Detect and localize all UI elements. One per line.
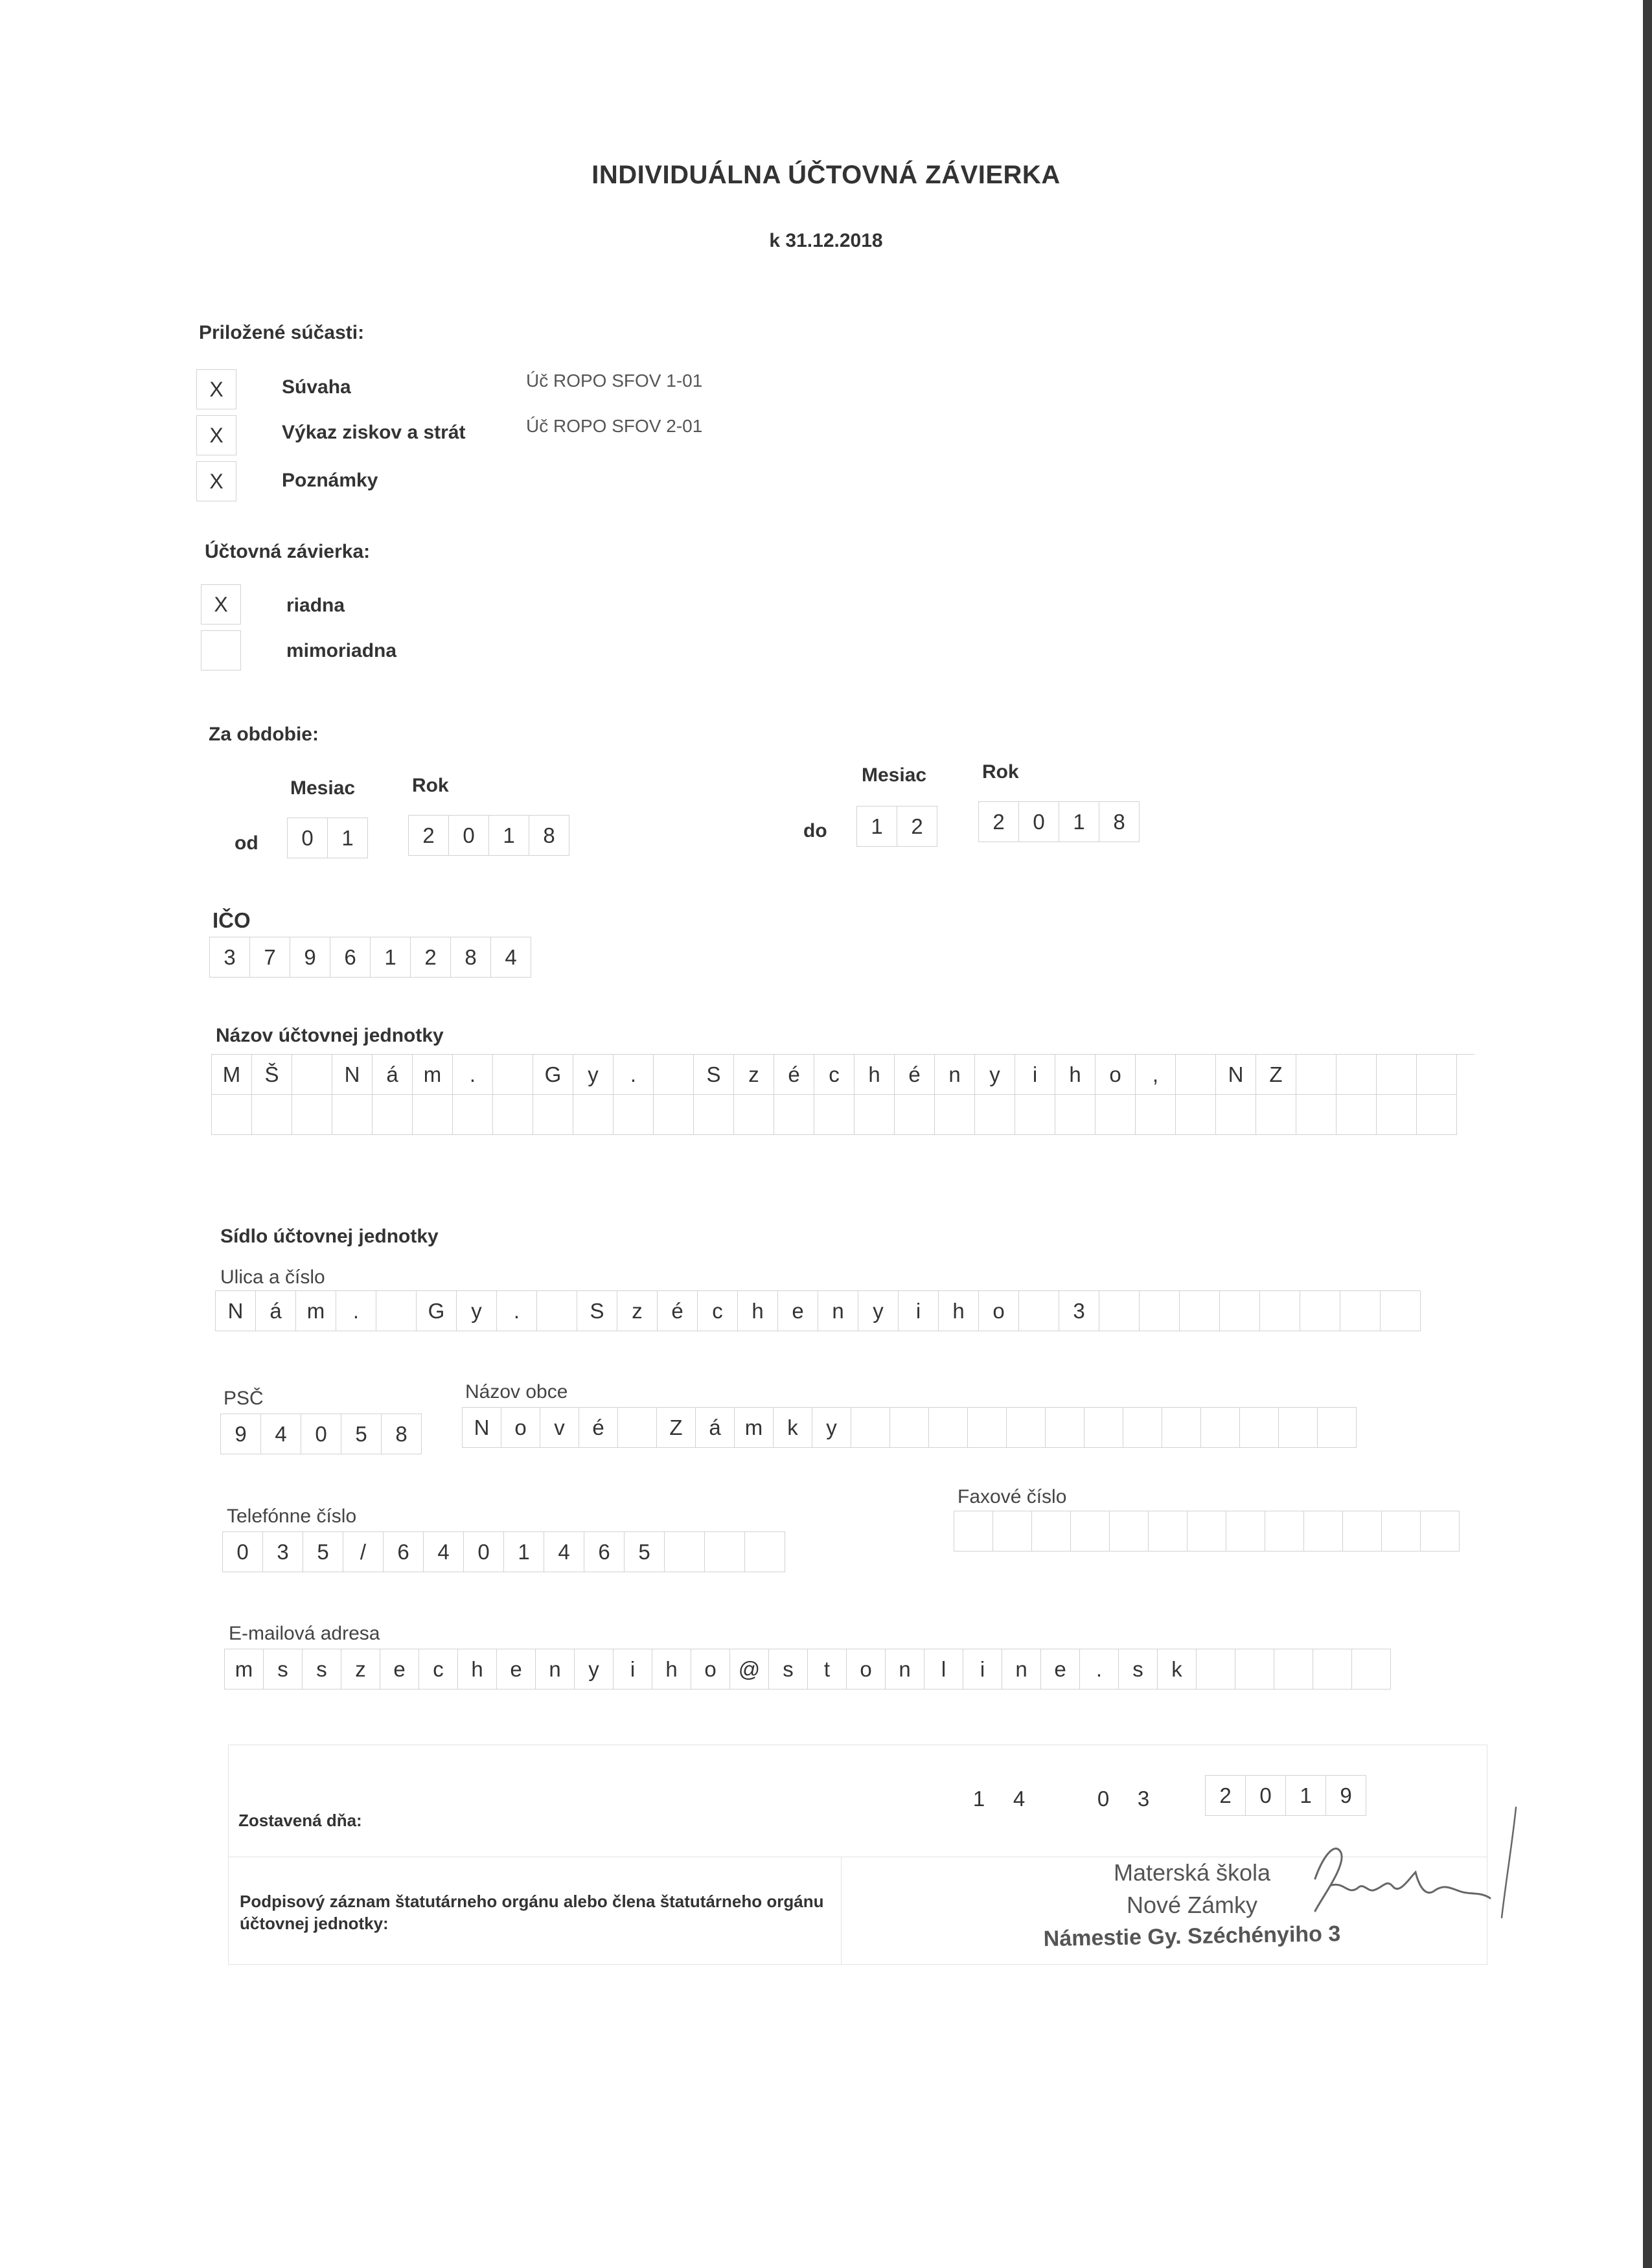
char-cell bbox=[1136, 1095, 1176, 1135]
char-cell bbox=[1296, 1095, 1337, 1135]
char-cell bbox=[694, 1095, 734, 1135]
char-cell: 6 bbox=[384, 1532, 424, 1572]
char-cell: h bbox=[1055, 1055, 1096, 1095]
zip-label: PSČ bbox=[224, 1388, 264, 1409]
char-cell: 3 bbox=[263, 1532, 303, 1572]
char-cell: z bbox=[341, 1649, 380, 1690]
char-cell: G bbox=[533, 1055, 573, 1095]
char-cell: h bbox=[738, 1291, 778, 1331]
char-cell bbox=[1235, 1649, 1274, 1690]
attachment-checkbox-poznamky[interactable]: X bbox=[196, 461, 236, 501]
char-cell: n bbox=[935, 1055, 975, 1095]
address-heading: Sídlo účtovnej jednotky bbox=[220, 1226, 439, 1247]
attachment-label-suvaha: Súvaha bbox=[282, 376, 351, 398]
char-cell bbox=[1015, 1095, 1055, 1135]
char-cell: N bbox=[332, 1055, 373, 1095]
char-cell bbox=[537, 1291, 577, 1331]
char-cell bbox=[1274, 1649, 1313, 1690]
char-cell: Z bbox=[1256, 1055, 1296, 1095]
char-cell bbox=[413, 1095, 453, 1135]
char-cell bbox=[1140, 1291, 1180, 1331]
char-cell bbox=[292, 1095, 332, 1135]
char-cell bbox=[573, 1095, 614, 1135]
char-cell: n bbox=[886, 1649, 924, 1690]
char-cell: é bbox=[658, 1291, 698, 1331]
unit-name-row-2 bbox=[211, 1095, 1474, 1135]
city-label: Názov obce bbox=[465, 1381, 568, 1403]
char-cell bbox=[376, 1291, 417, 1331]
char-cell: S bbox=[694, 1055, 734, 1095]
statement-label-riadna: riadna bbox=[286, 595, 345, 616]
char-cell bbox=[1279, 1408, 1318, 1448]
char-cell bbox=[1019, 1291, 1059, 1331]
char-cell bbox=[1296, 1055, 1337, 1095]
phone-label: Telefónne číslo bbox=[227, 1506, 357, 1527]
char-cell bbox=[614, 1095, 654, 1135]
stamp-line-3: Námestie Gy. Széchényiho 3 bbox=[1043, 1921, 1341, 1951]
char-cell: i bbox=[899, 1291, 939, 1331]
ico-field[interactable] bbox=[209, 937, 531, 978]
char-cell: 7 bbox=[250, 937, 290, 978]
char-cell bbox=[929, 1408, 968, 1448]
char-cell: k bbox=[1158, 1649, 1197, 1690]
char-cell: y bbox=[573, 1055, 614, 1095]
fax-cells bbox=[954, 1511, 1460, 1552]
char-cell bbox=[1256, 1095, 1296, 1135]
compiled-label: Zostavená dňa: bbox=[238, 1811, 362, 1830]
char-cell bbox=[212, 1095, 252, 1135]
char-cell bbox=[1337, 1095, 1377, 1135]
char-cell bbox=[1417, 1095, 1457, 1135]
char-cell: é bbox=[774, 1055, 814, 1095]
statement-checkbox-riadna[interactable]: X bbox=[201, 584, 241, 624]
char-cell: z bbox=[734, 1055, 774, 1095]
char-cell bbox=[1260, 1291, 1300, 1331]
char-cell: 1 bbox=[972, 1787, 985, 1811]
period-from-month-label: Mesiac bbox=[290, 777, 356, 799]
char-cell bbox=[890, 1408, 929, 1448]
char-cell: v bbox=[540, 1408, 579, 1448]
char-cell: 9 bbox=[221, 1414, 261, 1454]
statement-type-heading: Účtovná závierka: bbox=[205, 541, 371, 562]
char-cell: c bbox=[814, 1055, 855, 1095]
char-cell: 8 bbox=[451, 937, 491, 978]
char-cell: 2 bbox=[411, 937, 451, 978]
period-to-month-label: Mesiac bbox=[862, 764, 927, 786]
char-cell bbox=[654, 1095, 694, 1135]
char-cell: . bbox=[497, 1291, 537, 1331]
statement-checkbox-mimoriadna[interactable] bbox=[201, 630, 241, 670]
char-cell: 2 bbox=[409, 816, 449, 856]
statement-label-mimoriadna: mimoriadna bbox=[286, 640, 397, 661]
scan-edge bbox=[1643, 0, 1652, 2268]
signature-column-divider bbox=[841, 1857, 842, 1965]
char-cell: z bbox=[617, 1291, 658, 1331]
char-cell: h bbox=[458, 1649, 497, 1690]
char-cell: y bbox=[575, 1649, 614, 1690]
char-cell: 0 bbox=[301, 1414, 341, 1454]
char-cell: h bbox=[652, 1649, 691, 1690]
char-cell: 5 bbox=[341, 1414, 382, 1454]
char-cell: m bbox=[296, 1291, 336, 1331]
char-cell bbox=[1201, 1408, 1240, 1448]
unit-name-row-1 bbox=[211, 1054, 1474, 1095]
char-cell: 0 bbox=[1019, 802, 1059, 842]
char-cell: N bbox=[216, 1291, 256, 1331]
char-cell bbox=[1099, 1291, 1140, 1331]
document-date: k 31.12.2018 bbox=[769, 230, 883, 251]
city-field[interactable] bbox=[462, 1407, 1357, 1448]
char-cell: 0 bbox=[449, 816, 489, 856]
char-cell: y bbox=[858, 1291, 899, 1331]
char-cell bbox=[1007, 1408, 1046, 1448]
char-cell bbox=[1382, 1511, 1421, 1552]
char-cell bbox=[851, 1408, 890, 1448]
char-cell: 9 bbox=[1326, 1776, 1366, 1816]
period-to-year-field[interactable] bbox=[978, 801, 1140, 842]
char-cell bbox=[1300, 1291, 1340, 1331]
phone-field[interactable] bbox=[222, 1531, 785, 1572]
street-cells bbox=[215, 1290, 1421, 1331]
char-cell bbox=[292, 1055, 332, 1095]
city-cells bbox=[462, 1407, 1357, 1448]
char-cell: 4 bbox=[544, 1532, 584, 1572]
char-cell: o bbox=[1096, 1055, 1136, 1095]
char-cell: 6 bbox=[584, 1532, 625, 1572]
char-cell: á bbox=[696, 1408, 735, 1448]
char-cell bbox=[1343, 1511, 1382, 1552]
char-cell bbox=[1084, 1408, 1123, 1448]
fax-label: Faxové číslo bbox=[958, 1486, 1067, 1507]
char-cell bbox=[1123, 1408, 1162, 1448]
attachment-code-suvaha: Úč ROPO SFOV 1-01 bbox=[526, 371, 703, 391]
char-cell: / bbox=[343, 1532, 384, 1572]
period-to-month-field[interactable] bbox=[856, 806, 937, 847]
char-cell bbox=[1187, 1511, 1226, 1552]
stamp-line-2: Nové Zámky bbox=[1126, 1892, 1258, 1918]
attachment-code-vykaz: Úč ROPO SFOV 2-01 bbox=[526, 416, 703, 436]
char-cell: 8 bbox=[1099, 802, 1140, 842]
char-cell: h bbox=[939, 1291, 979, 1331]
char-cell: 4 bbox=[1013, 1787, 1026, 1811]
char-cell bbox=[1304, 1511, 1343, 1552]
char-cell bbox=[1220, 1291, 1260, 1331]
period-from-year-field[interactable] bbox=[408, 815, 569, 856]
char-cell: y bbox=[457, 1291, 497, 1331]
char-cell bbox=[1055, 1095, 1096, 1135]
char-cell: 1 bbox=[1286, 1776, 1326, 1816]
char-cell: o bbox=[979, 1291, 1019, 1331]
char-cell: á bbox=[373, 1055, 413, 1095]
char-cell bbox=[705, 1532, 745, 1572]
char-cell: o bbox=[691, 1649, 730, 1690]
char-cell: i bbox=[1015, 1055, 1055, 1095]
char-cell: , bbox=[1136, 1055, 1176, 1095]
char-cell: 1 bbox=[1059, 802, 1099, 842]
char-cell bbox=[734, 1095, 774, 1135]
period-to-label: do bbox=[803, 820, 827, 842]
char-cell bbox=[1149, 1511, 1187, 1552]
email-cells bbox=[224, 1649, 1391, 1690]
char-cell: 5 bbox=[625, 1532, 665, 1572]
char-cell bbox=[1421, 1511, 1460, 1552]
char-cell bbox=[1110, 1511, 1149, 1552]
attachments-heading: Priložené súčasti: bbox=[199, 322, 365, 343]
handwritten-signature bbox=[1296, 1801, 1529, 1950]
char-cell bbox=[493, 1095, 533, 1135]
char-cell bbox=[1032, 1511, 1071, 1552]
char-cell: y bbox=[812, 1408, 851, 1448]
char-cell: o bbox=[847, 1649, 886, 1690]
phone-cells bbox=[222, 1531, 785, 1572]
char-cell bbox=[1352, 1649, 1391, 1690]
attachment-checkbox-vykaz[interactable]: X bbox=[196, 415, 236, 455]
char-cell bbox=[453, 1095, 493, 1135]
fax-field[interactable] bbox=[954, 1511, 1460, 1552]
char-cell bbox=[745, 1532, 785, 1572]
char-cell: m bbox=[413, 1055, 453, 1095]
char-cell: @ bbox=[730, 1649, 769, 1690]
char-cell: h bbox=[855, 1055, 895, 1095]
char-cell: y bbox=[975, 1055, 1015, 1095]
char-cell bbox=[895, 1095, 935, 1135]
char-cell: 1 bbox=[489, 816, 529, 856]
char-cell: n bbox=[1002, 1649, 1041, 1690]
char-cell: 5 bbox=[303, 1532, 343, 1572]
char-cell bbox=[1176, 1055, 1216, 1095]
char-cell: n bbox=[818, 1291, 858, 1331]
unit-name-label: Názov účtovnej jednotky bbox=[216, 1025, 444, 1046]
char-cell: 3 bbox=[210, 937, 250, 978]
period-from-label: od bbox=[235, 832, 258, 854]
unit-name-field[interactable] bbox=[211, 1054, 1474, 1135]
char-cell: n bbox=[536, 1649, 575, 1690]
char-cell: i bbox=[963, 1649, 1002, 1690]
char-cell: . bbox=[453, 1055, 493, 1095]
ico-label: IČO bbox=[212, 908, 251, 932]
char-cell bbox=[1071, 1511, 1110, 1552]
document-title: INDIVIDUÁLNA ÚČTOVNÁ ZÁVIERKA bbox=[591, 161, 1061, 189]
char-cell bbox=[1180, 1291, 1220, 1331]
char-cell bbox=[1216, 1095, 1256, 1135]
char-cell bbox=[1318, 1408, 1357, 1448]
char-cell: s bbox=[264, 1649, 303, 1690]
char-cell: á bbox=[256, 1291, 296, 1331]
char-cell: e bbox=[380, 1649, 419, 1690]
char-cell: Z bbox=[657, 1408, 696, 1448]
char-cell bbox=[1162, 1408, 1201, 1448]
char-cell bbox=[855, 1095, 895, 1135]
char-cell: o bbox=[501, 1408, 540, 1448]
char-cell: S bbox=[577, 1291, 617, 1331]
char-cell: s bbox=[1119, 1649, 1158, 1690]
char-cell: c bbox=[698, 1291, 738, 1331]
char-cell: 0 bbox=[288, 818, 328, 858]
char-cell bbox=[1381, 1291, 1421, 1331]
char-cell: 0 bbox=[464, 1532, 504, 1572]
char-cell bbox=[968, 1408, 1007, 1448]
char-cell bbox=[1417, 1055, 1457, 1095]
period-heading: Za obdobie: bbox=[209, 724, 319, 745]
char-cell: k bbox=[774, 1408, 812, 1448]
period-from-month-field[interactable] bbox=[287, 818, 368, 858]
char-cell: . bbox=[1080, 1649, 1119, 1690]
zip-field[interactable] bbox=[220, 1414, 422, 1454]
char-cell: m bbox=[225, 1649, 264, 1690]
char-cell: G bbox=[417, 1291, 457, 1331]
char-cell: . bbox=[614, 1055, 654, 1095]
char-cell: N bbox=[463, 1408, 501, 1448]
compiled-day-field[interactable] bbox=[959, 1779, 1039, 1819]
char-cell: 4 bbox=[261, 1414, 301, 1454]
char-cell bbox=[1096, 1095, 1136, 1135]
char-cell: 3 bbox=[1059, 1291, 1099, 1331]
char-cell: 4 bbox=[424, 1532, 464, 1572]
char-cell: 8 bbox=[529, 816, 569, 856]
char-cell: 0 bbox=[223, 1532, 263, 1572]
char-cell bbox=[993, 1511, 1032, 1552]
email-label: E-mailová adresa bbox=[229, 1623, 380, 1644]
char-cell bbox=[1046, 1408, 1084, 1448]
char-cell: 0 bbox=[1097, 1787, 1110, 1811]
period-to-year-label: Rok bbox=[982, 761, 1019, 783]
period-from-year-label: Rok bbox=[412, 775, 449, 796]
char-cell bbox=[774, 1095, 814, 1135]
char-cell bbox=[1313, 1649, 1352, 1690]
char-cell bbox=[1176, 1095, 1216, 1135]
char-cell: 1 bbox=[857, 807, 897, 847]
char-cell bbox=[1377, 1095, 1417, 1135]
char-cell: Š bbox=[252, 1055, 292, 1095]
char-cell: . bbox=[336, 1291, 376, 1331]
char-cell bbox=[618, 1408, 657, 1448]
char-cell bbox=[665, 1532, 705, 1572]
char-cell bbox=[1340, 1291, 1381, 1331]
attachment-label-vykaz: Výkaz ziskov a strát bbox=[282, 422, 466, 443]
char-cell: e bbox=[778, 1291, 818, 1331]
char-cell: 6 bbox=[330, 937, 371, 978]
char-cell: 4 bbox=[491, 937, 531, 978]
char-cell bbox=[252, 1095, 292, 1135]
char-cell bbox=[1226, 1511, 1265, 1552]
char-cell: e bbox=[1041, 1649, 1080, 1690]
char-cell: 2 bbox=[897, 807, 937, 847]
char-cell: N bbox=[1216, 1055, 1256, 1095]
sign-label-line-2: účtovnej jednotky: bbox=[240, 1914, 389, 1933]
char-cell bbox=[814, 1095, 855, 1135]
street-label: Ulica a číslo bbox=[220, 1266, 325, 1288]
char-cell bbox=[373, 1095, 413, 1135]
char-cell bbox=[1265, 1511, 1304, 1552]
char-cell bbox=[935, 1095, 975, 1135]
char-cell: s bbox=[769, 1649, 808, 1690]
char-cell: i bbox=[614, 1649, 652, 1690]
char-cell: 8 bbox=[382, 1414, 422, 1454]
char-cell: l bbox=[924, 1649, 963, 1690]
compiled-month-field[interactable] bbox=[1083, 1779, 1164, 1819]
attachment-label-poznamky: Poznámky bbox=[282, 470, 378, 491]
street-field[interactable] bbox=[215, 1290, 1421, 1331]
char-cell bbox=[1337, 1055, 1377, 1095]
char-cell: t bbox=[808, 1649, 847, 1690]
char-cell bbox=[1377, 1055, 1417, 1095]
char-cell: c bbox=[419, 1649, 458, 1690]
stamp-line-1: Materská škola bbox=[1113, 1859, 1271, 1886]
char-cell: 1 bbox=[371, 937, 411, 978]
email-field[interactable] bbox=[224, 1649, 1391, 1690]
char-cell bbox=[493, 1055, 533, 1095]
char-cell: M bbox=[212, 1055, 252, 1095]
char-cell: e bbox=[497, 1649, 536, 1690]
char-cell bbox=[332, 1095, 373, 1135]
char-cell: 1 bbox=[504, 1532, 544, 1572]
char-cell bbox=[975, 1095, 1015, 1135]
char-cell: s bbox=[303, 1649, 341, 1690]
char-cell bbox=[1197, 1649, 1235, 1690]
char-cell: 2 bbox=[1206, 1776, 1246, 1816]
char-cell bbox=[954, 1511, 993, 1552]
char-cell: 3 bbox=[1137, 1787, 1150, 1811]
char-cell: é bbox=[895, 1055, 935, 1095]
char-cell: 2 bbox=[979, 802, 1019, 842]
char-cell: 0 bbox=[1246, 1776, 1286, 1816]
char-cell: m bbox=[735, 1408, 774, 1448]
char-cell bbox=[533, 1095, 573, 1135]
attachment-checkbox-suvaha[interactable]: X bbox=[196, 369, 236, 409]
char-cell bbox=[654, 1055, 694, 1095]
char-cell: 9 bbox=[290, 937, 330, 978]
char-cell bbox=[1240, 1408, 1279, 1448]
sign-label-line-1: Podpisový záznam štatutárneho orgánu alebo člena štatutárneho orgánu bbox=[240, 1892, 824, 1911]
char-cell: 1 bbox=[328, 818, 368, 858]
char-cell: é bbox=[579, 1408, 618, 1448]
